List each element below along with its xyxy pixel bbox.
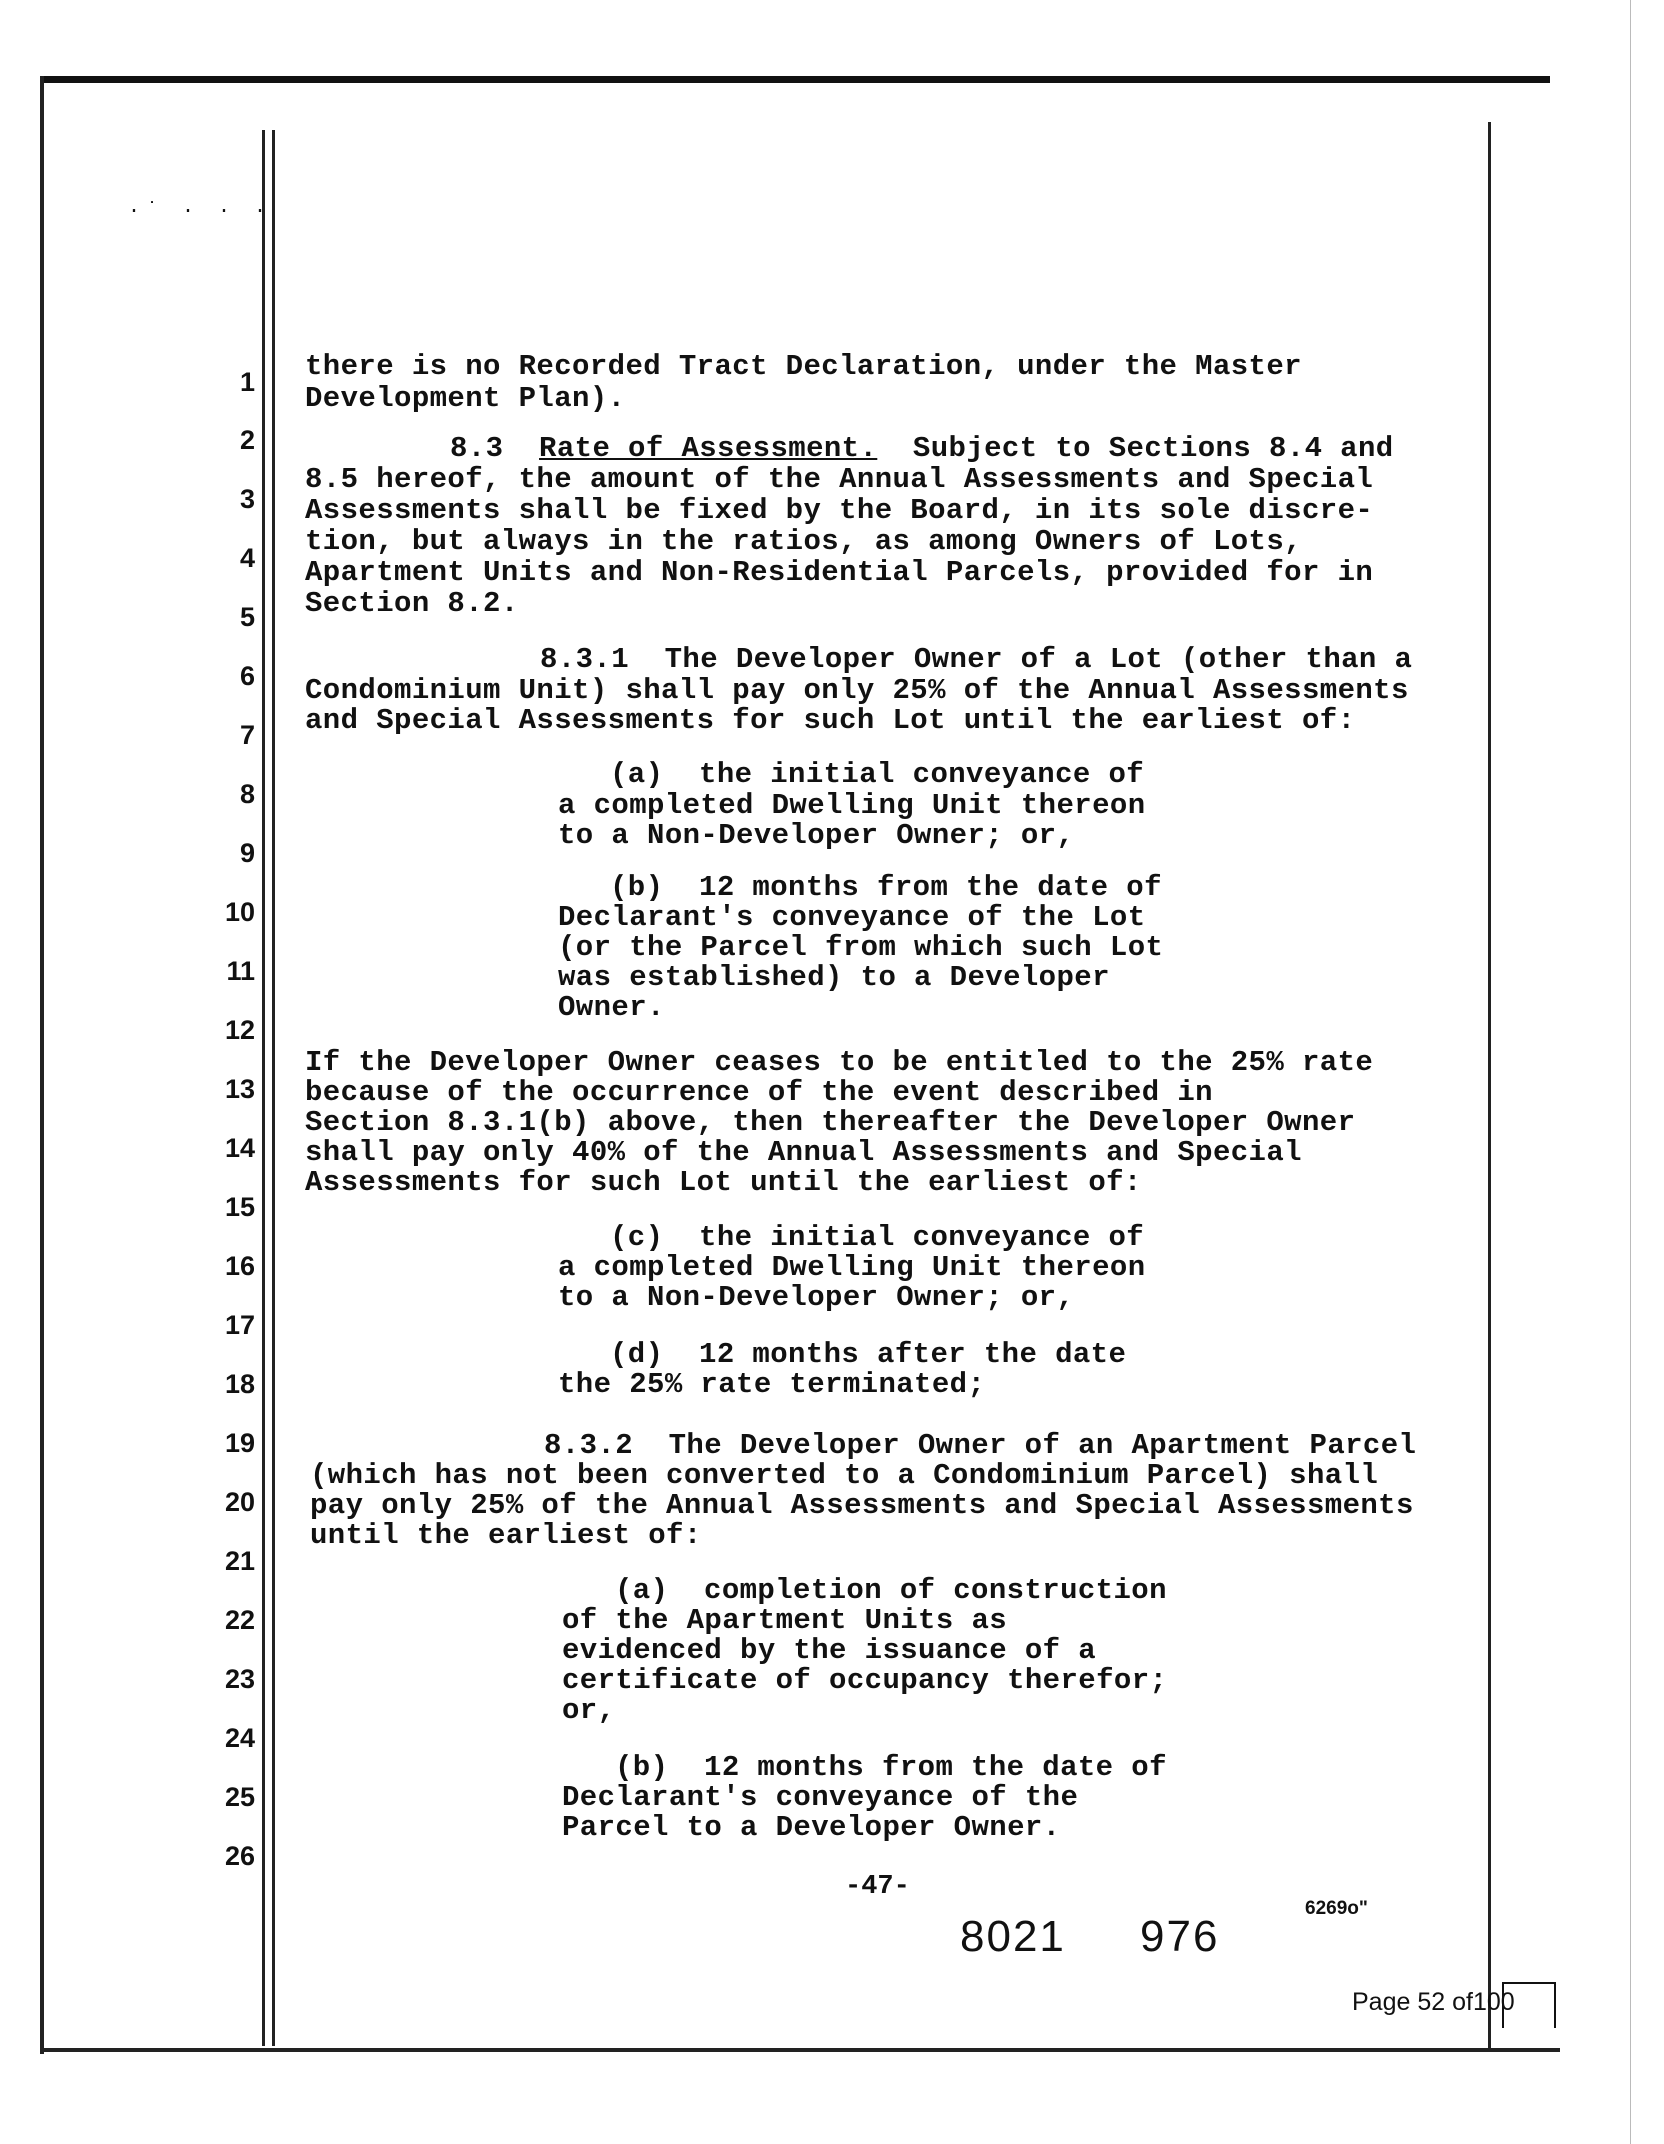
right-margin-rule xyxy=(1488,122,1491,2048)
text-line: Apartment Units and Non-Residential Parcels, provided for in xyxy=(305,556,1374,589)
text-line: Assessments shall be fixed by the Board, in its sole discre- xyxy=(305,494,1374,527)
text-line: Section 8.3.1(b) above, then thereafter the Developer Owner xyxy=(305,1106,1356,1139)
frame-bottom-border xyxy=(40,2048,1560,2052)
document-code: 6269o" xyxy=(1305,1898,1368,1919)
line-number: 26 xyxy=(224,1841,255,1871)
text-line: If the Developer Owner ceases to be entitled to the 25% rate xyxy=(305,1046,1374,1079)
section-number: 8.3 xyxy=(450,432,504,465)
text-line: tion, but always in the ratios, as among Owners of Lots, xyxy=(305,525,1302,558)
text-line: there is no Recorded Tract Declaration, under the Master xyxy=(305,350,1302,383)
frame-top-border xyxy=(40,76,1550,83)
line-number: 25 xyxy=(224,1782,255,1812)
text-line: of the Apartment Units as xyxy=(562,1604,1008,1637)
text-line: (b) 12 months from the date of xyxy=(610,871,1162,904)
margin-rule-2 xyxy=(272,130,275,2046)
page-number: -47- xyxy=(845,1872,910,1902)
line-number: 22 xyxy=(224,1605,255,1635)
text-line: the 25% rate terminated; xyxy=(558,1368,986,1401)
section-title: Rate of Assessment. xyxy=(539,432,878,465)
book-number: 8021 xyxy=(960,1912,1066,1961)
line-number: 14 xyxy=(224,1133,255,1163)
text-line: and Special Assessments for such Lot until the earliest of: xyxy=(305,704,1356,737)
text-line: 8.5 hereof, the amount of the Annual Assessments and Special xyxy=(305,463,1374,496)
text-line: 8.3.2 The Developer Owner of an Apartment Parcel xyxy=(544,1429,1417,1462)
text-line: 8.3.1 The Developer Owner of a Lot (other than a xyxy=(540,643,1413,676)
line-number: 16 xyxy=(224,1251,255,1281)
line-number: 10 xyxy=(224,897,255,927)
margin-rule-1 xyxy=(262,130,265,2046)
text-line: Owner. xyxy=(558,991,665,1024)
text-line: (which has not been converted to a Condominium Parcel) shall xyxy=(310,1459,1379,1492)
line-number: 7 xyxy=(239,720,255,750)
text-line: Parcel to a Developer Owner. xyxy=(562,1811,1061,1844)
line-number: 8 xyxy=(239,779,255,809)
line-number: 3 xyxy=(239,484,255,514)
text-line: (a) completion of construction xyxy=(615,1574,1167,1607)
text-line: pay only 25% of the Annual Assessments and Special Assessments xyxy=(310,1489,1414,1522)
text-line: Declarant's conveyance of the Lot xyxy=(558,901,1146,934)
line-number: 1 xyxy=(239,367,255,397)
page-counter xyxy=(1352,1988,1515,2017)
page-counter-label: Page 52 of xyxy=(1352,1988,1473,2016)
text-line: to a Non-Developer Owner; or, xyxy=(558,819,1075,852)
text-line: (c) the initial conveyance of xyxy=(610,1221,1145,1254)
text-line: (or the Parcel from which such Lot xyxy=(558,931,1164,964)
text-line: was established) to a Developer xyxy=(558,961,1110,994)
text-line: Assessments for such Lot until the earliest of: xyxy=(305,1166,1142,1199)
line-number: 5 xyxy=(239,602,255,632)
text-line: to a Non-Developer Owner; or, xyxy=(558,1281,1075,1314)
line-number: 9 xyxy=(239,838,255,868)
line-number: 12 xyxy=(224,1015,255,1045)
text-line: Section 8.2. xyxy=(305,587,519,620)
text-line: Condominium Unit) shall pay only 25% of the Annual Assessments xyxy=(305,674,1409,707)
text-line: until the earliest of: xyxy=(310,1519,702,1552)
page-counter-total: 100 xyxy=(1472,1988,1515,2016)
frame-left-border xyxy=(40,76,44,2054)
text-line: or, xyxy=(562,1694,616,1727)
book-page-number: 976 xyxy=(1140,1912,1220,1961)
text-line: certificate of occupancy therefor; xyxy=(562,1664,1168,1697)
line-number: 4 xyxy=(239,543,255,573)
line-number: 24 xyxy=(224,1723,255,1753)
line-number: 6 xyxy=(239,661,255,691)
text-line: evidenced by the issuance of a xyxy=(562,1634,1097,1667)
line-number: 2 xyxy=(239,425,255,455)
line-number: 23 xyxy=(224,1664,255,1694)
text-line: (d) 12 months after the date xyxy=(610,1338,1127,1371)
margin-marks: ·˙ · · · xyxy=(128,200,273,223)
text-line: shall pay only 40% of the Annual Assessments and Special xyxy=(305,1136,1302,1169)
page-counter-box xyxy=(1502,1982,1556,2028)
line-number: 20 xyxy=(224,1487,255,1517)
page-edge-line xyxy=(1630,0,1631,2144)
line-number: 17 xyxy=(224,1310,255,1340)
section-8-3-heading xyxy=(450,434,1394,464)
line-number: 13 xyxy=(224,1074,255,1104)
line-number: 19 xyxy=(224,1428,255,1458)
text-line: Development Plan). xyxy=(305,382,626,415)
text-line: a completed Dwelling Unit thereon xyxy=(558,789,1146,822)
text-line: a completed Dwelling Unit thereon xyxy=(558,1251,1146,1284)
text-line: Declarant's conveyance of the xyxy=(562,1781,1079,1814)
text-line: because of the occurrence of the event described in xyxy=(305,1076,1213,1109)
line-number: 11 xyxy=(226,956,255,986)
text-line: (a) the initial conveyance of xyxy=(610,758,1145,791)
line-number: 21 xyxy=(224,1546,255,1576)
line-number: 15 xyxy=(224,1192,255,1222)
text-line: (b) 12 months from the date of xyxy=(615,1751,1167,1784)
text-line: Subject to Sections 8.4 and xyxy=(912,432,1394,465)
line-number: 18 xyxy=(224,1369,255,1399)
